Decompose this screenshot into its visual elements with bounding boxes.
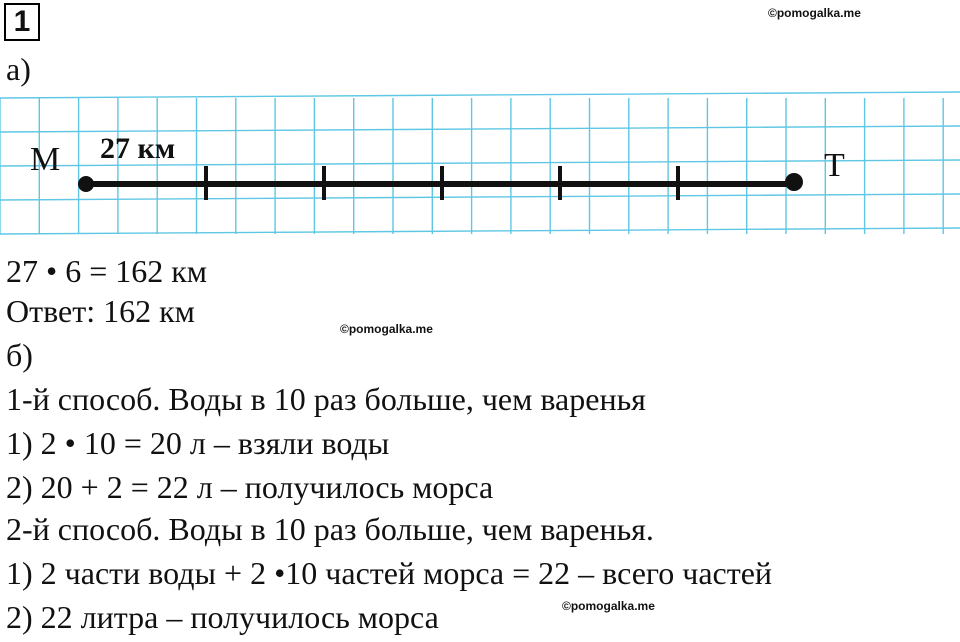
part-b-line: 2) 22 литра – получилось морса bbox=[6, 599, 439, 635]
watermark-bottom: ©pomogalka.me bbox=[562, 599, 655, 613]
label-m: М bbox=[30, 141, 61, 178]
part-b-line: 1) 2 • 10 = 20 л – взяли воды bbox=[6, 425, 390, 461]
segment-length-label: 27 км bbox=[100, 132, 176, 165]
label-t: Т bbox=[824, 147, 845, 184]
part-b-line: 2-й способ. Воды в 10 раз больше, чем варенья. bbox=[6, 511, 654, 547]
part-b-line: 1) 2 части воды + 2 •10 частей морса = 22 – всего частей bbox=[6, 555, 773, 591]
part-b-line: 2) 20 + 2 = 22 л – получилось морса bbox=[6, 469, 494, 505]
part-b-line: 1-й способ. Воды в 10 раз больше, чем варенья bbox=[6, 381, 646, 417]
part-a-label: а) bbox=[6, 51, 31, 87]
point-m bbox=[78, 176, 94, 192]
watermark-top: ©pomogalka.me bbox=[768, 6, 861, 20]
point-t bbox=[785, 173, 803, 191]
segment-diagram bbox=[0, 90, 960, 240]
watermark-middle: ©pomogalka.me bbox=[340, 322, 433, 336]
part-b-label: б) bbox=[6, 337, 33, 373]
problem-number: 1 bbox=[4, 3, 40, 41]
solution-a: 27 • 6 = 162 км bbox=[6, 253, 208, 289]
answer-a: Ответ: 162 км bbox=[6, 293, 195, 329]
